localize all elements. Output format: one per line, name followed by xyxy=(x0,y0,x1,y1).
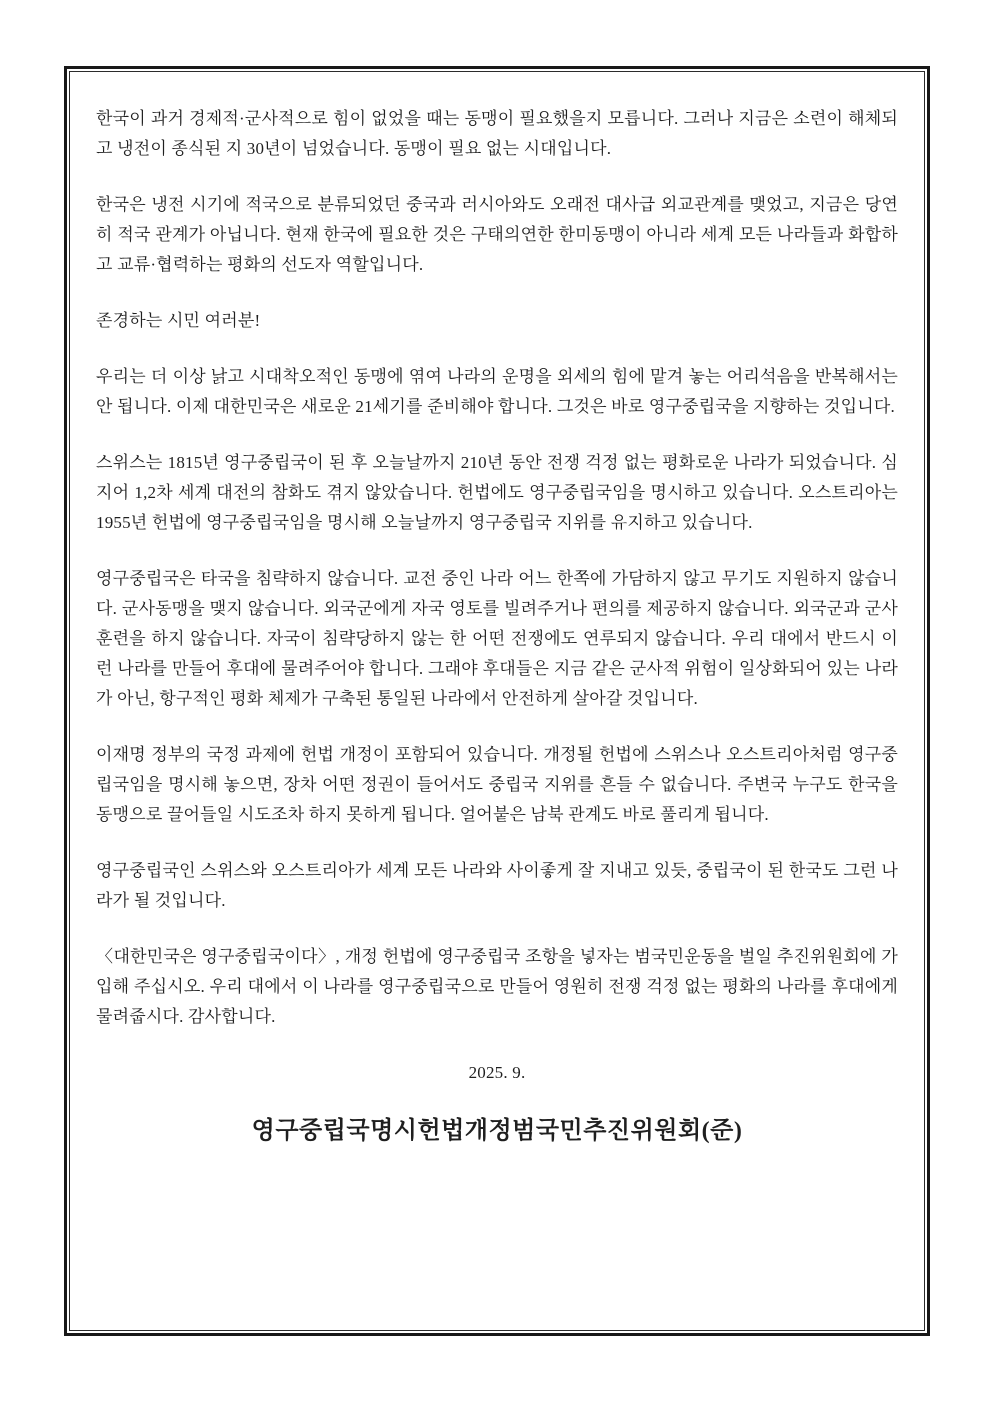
paragraph-neutral-korea-future: 영구중립국인 스위스와 오스트리아가 세계 모든 나라와 사이좋게 잘 지내고 있듯, 중립국이 된 한국도 그런 나라가 될 것입니다. xyxy=(96,861,898,910)
document-body xyxy=(96,104,898,1146)
document-date: 2025. 9. xyxy=(468,1063,526,1082)
paragraph-call-to-join: 〈대한민국은 영구중립국이다〉, 개정 헌법에 영구중립국 조항을 넣자는 범국민운동을 벌일 추진위원회에 가입해 주십시오. 우리 대에서 이 나라를 영구중립국으로 만들어 영원히 전쟁 걱정 없는 평화의 나라를 후대에게 물려줍시다. 감사합니다. xyxy=(96,947,898,1026)
paragraph-cold-war-relations: 한국은 냉전 시기에 적국으로 분류되었던 중국과 러시아와도 오래전 대사급 외교관계를 맺었고, 지금은 당연히 적국 관계가 아닙니다. 현재 한국에 필요한 것은 구태의연한 한미동맹이 아니라 세계 모든 나라들과 화합하고 교류·협력하는 평화의 선도자 역할입니다. xyxy=(96,195,898,274)
paragraph-neutral-state-principles: 영구중립국은 타국을 침략하지 않습니다. 교전 중인 나라 어느 한쪽에 가담하지 않고 무기도 지원하지 않습니다. 군사동맹을 맺지 않습니다. 외국군에게 자국 영토를 빌려주거나 편의를 제공하지 않습니다. 외국군과 군사 훈련을 하지 않습니다. 자국이 침략당하지 않는 한 어떤 전쟁에도 연루되지 않습니다. 우리 대에서 반드시 이런 나라를 만들어 후대에 물려주어야 합니다. 그래야 후대들은 지금 같은 군사적 위험이 일상화되어 있는 나라가 아닌, 항구적인 평화 체제가 구축된 통일된 나라에서 안전하게 살아갈 것입니다. xyxy=(96,569,898,708)
document-border-outer xyxy=(64,66,930,1336)
paragraph-switzerland-austria: 스위스는 1815년 영구중립국이 된 후 오늘날까지 210년 동안 전쟁 걱정 없는 평화로운 나라가 되었습니다. 심지어 1,2차 세계 대전의 참화도 겪지 않았습니다. 헌법에도 영구중립국임을 명시하고 있습니다. 오스트리아는 1955년 헌법에 영구중립국임을 명시해 오늘날까지 영구중립국 지위를 유지하고 있습니다. xyxy=(96,453,898,532)
paragraph-new-century: 우리는 더 이상 낡고 시대착오적인 동맹에 엮여 나라의 운명을 외세의 힘에 맡겨 놓는 어리석음을 반복해서는 안 됩니다. 이제 대한민국은 새로운 21세기를 준비해야 합니다. 그것은 바로 영구중립국을 지향하는 것입니다. xyxy=(96,367,898,416)
paragraph-greeting: 존경하는 시민 여러분! xyxy=(96,311,261,330)
paragraph-intro-alliance: 한국이 과거 경제적·군사적으로 힘이 없었을 때는 동맹이 필요했을지 모릅니다. 그러나 지금은 소련이 해체되고 냉전이 종식된 지 30년이 넘었습니다. 동맹이 필요 없는 시대입니다. xyxy=(96,109,898,158)
document-border-inner xyxy=(69,71,925,1331)
paragraph-constitution-amendment: 이재명 정부의 국정 과제에 헌법 개정이 포함되어 있습니다. 개정될 헌법에 스위스나 오스트리아처럼 영구중립국임을 명시해 놓으면, 장차 어떤 정권이 들어서도 중립국 지위를 흔들 수 없습니다. 주변국 누구도 한국을 동맹으로 끌어들일 시도조차 하지 못하게 됩니다. 얼어붙은 남북 관계도 바로 풀리게 됩니다. xyxy=(96,745,898,824)
signature: 영구중립국명시헌법개정범국민추진위원회(준) xyxy=(251,1118,743,1144)
